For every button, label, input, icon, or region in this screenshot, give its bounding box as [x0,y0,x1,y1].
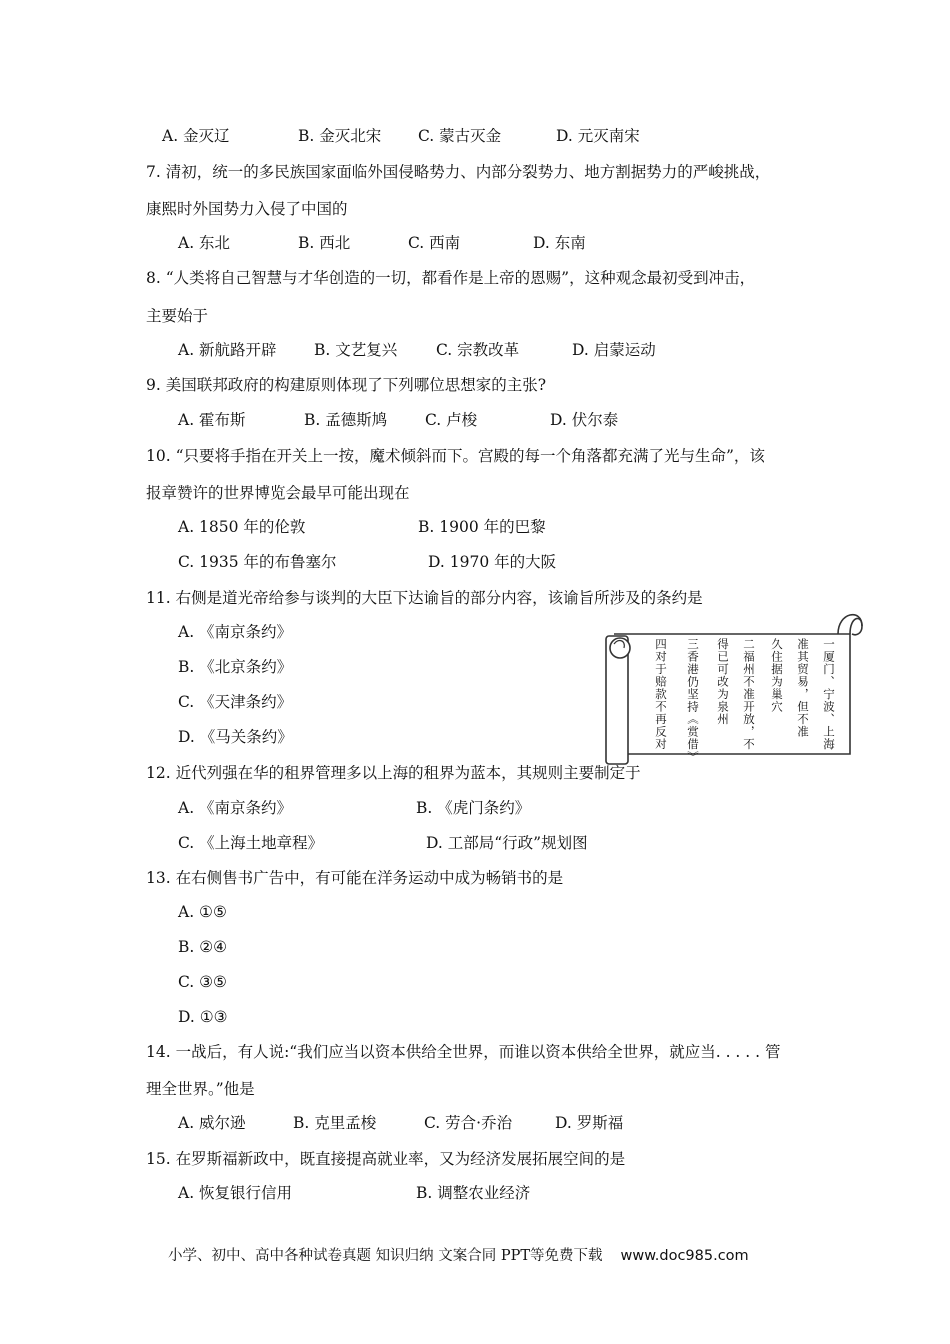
q6-option-c: C. 蒙古灭金 [418,127,502,145]
q9-option-a: A. 霍布斯 [178,411,246,429]
q10-stem-line1: 10. “只要将手指在开关上一按，魔术倾斜而下。宫殿的每一个角落都充满了光与生命”，该 [146,447,765,465]
q12-option-a: A. 《南京条约》 [178,799,293,817]
q7-stem-line2: 康熙时外国势力入侵了中国的 [146,200,348,218]
q8-stem-line2: 主要始于 [146,307,209,325]
q12-stem-line1: 12. 近代列强在华的租界管理多以上海的租界为蓝本，其规则主要制定于 [146,764,641,782]
q13-option-a: A. ①⑤ [178,903,227,921]
q13-option-b: B. ②④ [178,938,228,956]
q14-stem-line2: 理全世界。”他是 [146,1080,255,1098]
q11-option-b: B. 《北京条约》 [178,658,293,676]
q15-stem-line1: 15. 在罗斯福新政中，既直接提高就业率，又为经济发展拓展空间的是 [146,1150,626,1168]
q6-option-b: B. 金灭北宋 [298,127,382,145]
q9-option-d: D. 伏尔泰 [550,411,619,429]
q8-option-a: A. 新航路开辟 [178,341,277,359]
q7-stem-line1: 7. 清初，统一的多民族国家面临外国侵略势力、内部分裂势力、地方割据势力的严峻挑战， [146,163,771,181]
footer-text: 小学、初中、高中各种试卷真题 知识归纳 文案合同 PPT等免费下载 [168,1248,603,1264]
q14-option-d: D. 罗斯福 [555,1114,624,1132]
footer-site-link[interactable]: www.doc985.com [620,1248,749,1264]
q6-option-a: A. 金灭辽 [162,127,230,145]
edict-col-4: 二福州不准开放，不 [742,638,756,751]
q8-stem-line1: 8. “人类将自己智慧与才华创造的一切，都看作是上帝的恩赐”，这种观念最初受到冲击， [146,269,756,287]
q8-option-b: B. 文艺复兴 [314,341,398,359]
edict-col-3: 久住据为巢穴 [770,638,784,713]
q10-stem-line2: 报章赞许的世界博览会最早可能出现在 [146,484,410,502]
q10-option-c: C. 1935 年的布鲁塞尔 [178,553,337,571]
edict-col-7: 四对于赔款不再反对 [654,638,668,751]
edict-col-2: 准其贸易，但不准 [796,638,810,738]
q13-option-d: D. ①③ [178,1008,228,1026]
q10-option-b: B. 1900 年的巴黎 [418,518,546,536]
q10-option-d: D. 1970 年的大阪 [428,553,557,571]
q12-option-c: C. 《上海土地章程》 [178,834,324,852]
q14-stem-line1: 14. 一战后，有人说:“我们应当以资本供给全世界，而谁以资本供给全世界，就应当. . . . . 管 [146,1043,781,1061]
q10-option-a: A. 1850 年的伦敦 [178,518,306,536]
q7-option-b: B. 西北 [298,234,351,252]
edict-col-6: 三香港仍坚持《赏借》 [686,638,700,763]
q8-option-c: C. 宗教改革 [436,341,520,359]
q14-option-a: A. 威尔逊 [178,1114,246,1132]
q13-stem-line1: 13. 在右侧售书广告中，有可能在洋务运动中成为畅销书的是 [146,869,564,887]
edict-scroll-figure [600,604,866,766]
q7-option-d: D. 东南 [533,234,586,252]
edict-col-1: 一厦门、宁波、上海 [822,638,836,751]
page-footer [168,1244,749,1265]
q15-option-b: B. 调整农业经济 [416,1184,531,1202]
q11-option-c: C. 《天津条约》 [178,693,293,711]
q8-option-d: D. 启蒙运动 [572,341,656,359]
q9-stem-line1: 9. 美国联邦政府的构建原则体现了下列哪位思想家的主张? [146,376,547,394]
q11-option-a: A. 《南京条约》 [178,623,293,641]
q9-option-c: C. 卢梭 [425,411,478,429]
q12-option-b: B. 《虎门条约》 [416,799,531,817]
q11-option-d: D. 《马关条约》 [178,728,293,746]
q13-option-c: C. ③⑤ [178,973,227,991]
edict-col-5: 得已可改为泉州 [716,638,730,726]
q11-stem-line1: 11. 右侧是道光帝给参与谈判的大臣下达谕旨的部分内容，该谕旨所涉及的条约是 [146,589,703,607]
q15-option-a: A. 恢复银行信用 [178,1184,293,1202]
q14-option-c: C. 劳合·乔治 [424,1114,513,1132]
q12-option-d: D. 工部局“行政”规划图 [426,834,588,852]
q7-option-c: C. 西南 [408,234,461,252]
q14-option-b: B. 克里孟梭 [293,1114,377,1132]
q7-option-a: A. 东北 [178,234,231,252]
q9-option-b: B. 孟德斯鸠 [304,411,388,429]
q6-option-d: D. 元灭南宋 [556,127,640,145]
